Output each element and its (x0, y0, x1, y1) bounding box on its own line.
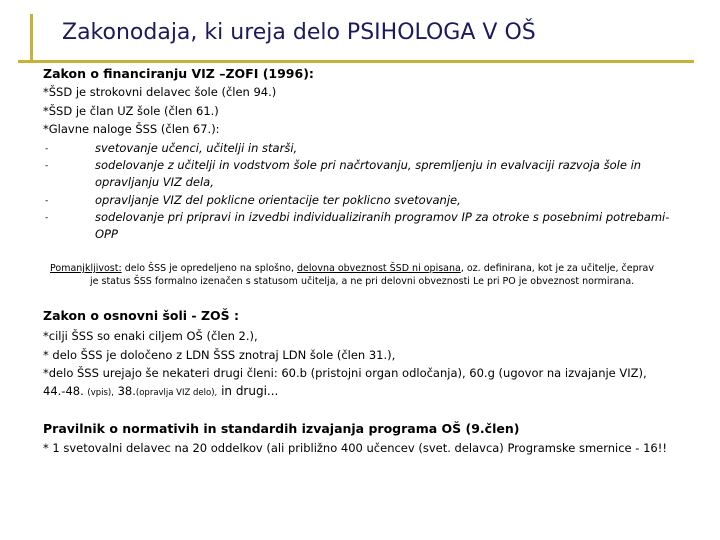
zofi-line-3: *Glavne naloge ŠSS (člen 67.): (43, 122, 220, 136)
slide-title: Zakonodaja, ki ureja delo PSIHOLOGA V OŠ (62, 20, 536, 45)
zos-line-1: *cilji ŠSS so enaki ciljem OŠ (člen 2.), (43, 329, 258, 343)
zos-last-c: 38. (113, 384, 136, 398)
note-label: Pomanjkljivost: (50, 263, 122, 274)
bullet-dash: - (45, 196, 49, 206)
pravilnik-line: * 1 svetovalni delavec na 20 oddelkov (ali približno 400 učencev (svet. delavca) Programske smernice - 16!! (43, 441, 667, 455)
zos-line-2: * delo ŠSS je določeno z LDN ŠSS znotraj LDN šole (člen 31.), (43, 348, 396, 362)
zos-last-b: (vpis), (87, 388, 114, 398)
task-item-1: svetovanje učenci, učitelji in starši, (95, 141, 298, 155)
zos-last-e: in drugi... (217, 384, 279, 398)
task-item-2: sodelovanje z učitelji in vodstvom šole pri načrtovanju, spremljenju in evalvaciji razvoja šole in (95, 158, 642, 172)
accent-vertical-line (30, 14, 33, 62)
note-underlined: delovna obveznost ŠSD ni opisana (297, 263, 461, 274)
zofi-line-2: *ŠSD je član UZ šole (člen 61.) (43, 104, 219, 118)
bullet-dash: - (45, 213, 49, 223)
task-item-4: sodelovanje pri pripravi in izvedbi individualiziranih programov IP za otroke s posebnimi potrebami- (95, 210, 670, 224)
zofi-heading: Zakon o financiranju VIZ –ZOFI (1996): (43, 66, 314, 81)
task-item-3: opravljanje VIZ del poklicne orientacije ter poklicno svetovanje, (95, 193, 461, 207)
zos-line-3: *delo ŠSS urejajo še nekateri drugi členi: 60.b (pristojni organ odločanja), 60.g (ugovor na izvajanje VIZ), (43, 366, 647, 380)
note-text-1: delo ŠSS je opredeljeno na splošno, (121, 263, 298, 274)
note-text-2: , oz. definirana, kot je za učitelje, čeprav (460, 263, 654, 274)
note-line-2: je status ŠSS formalno izenačen s statusom učitelja, a ne pri delovni obveznosti Le pri PO je obveznost normirana. (90, 276, 635, 287)
accent-horizontal-line (18, 60, 694, 63)
zofi-line-1: *ŠSD je strokovni delavec šole (člen 94.) (43, 85, 277, 99)
bullet-dash: - (45, 144, 49, 154)
zos-line-4 (43, 384, 278, 398)
note-line-1 (50, 263, 654, 274)
task-item-4-cont: OPP (95, 227, 118, 241)
zos-last-a: 44.-48. (43, 384, 88, 398)
bullet-dash: - (45, 161, 49, 171)
task-item-2-cont: opravljanju VIZ dela, (95, 175, 214, 189)
zos-heading: Zakon o osnovni šoli - ZOŠ : (43, 308, 239, 323)
zos-last-d: (opravlja VIZ delo), (135, 388, 218, 398)
pravilnik-heading: Pravilnik o normativih in standardih izvajanja programa OŠ (9.člen) (43, 421, 520, 436)
